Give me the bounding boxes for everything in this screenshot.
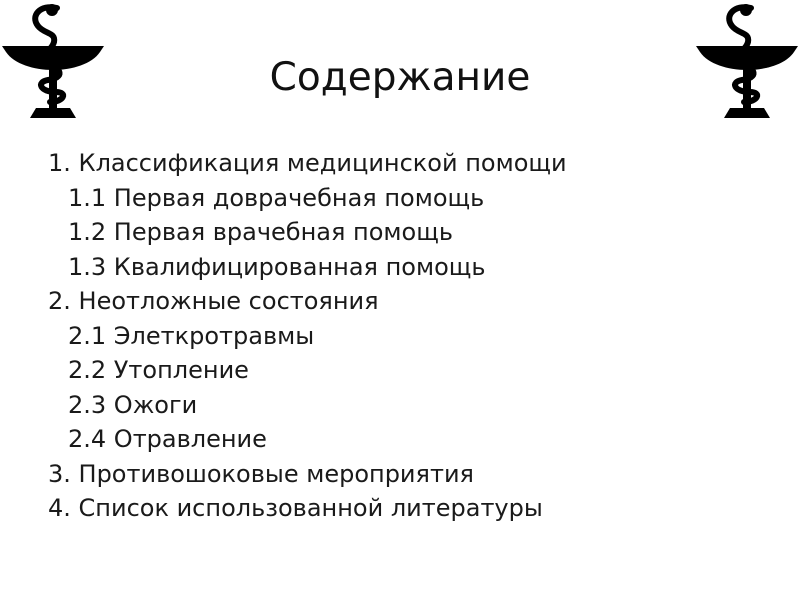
toc-subitem: 1.2 Первая врачебная помощь xyxy=(68,218,453,246)
page-title: Содержание xyxy=(269,55,531,100)
toc-subitem: 2.2 Утопление xyxy=(68,356,249,384)
toc-item: 4. Список использованной литературы xyxy=(48,494,543,522)
toc-subitem: 1.3 Квалифицированная помощь xyxy=(68,252,486,281)
toc-subitem: 2.1 Элеткротравмы xyxy=(68,321,315,350)
toc-subitem: 2.3 Ожоги xyxy=(68,390,198,419)
toc-subitem: 2.4 Отравление xyxy=(68,425,267,453)
toc-item: 1. Классификация медицинской помощи xyxy=(48,149,567,177)
toc-item: 2. Неотложные состояния xyxy=(48,287,379,315)
toc-subitem: 1.1 Первая доврачебная помощь xyxy=(68,183,485,212)
table-of-contents xyxy=(48,146,567,526)
toc-item: 3. Противошоковые мероприятия xyxy=(48,459,474,488)
